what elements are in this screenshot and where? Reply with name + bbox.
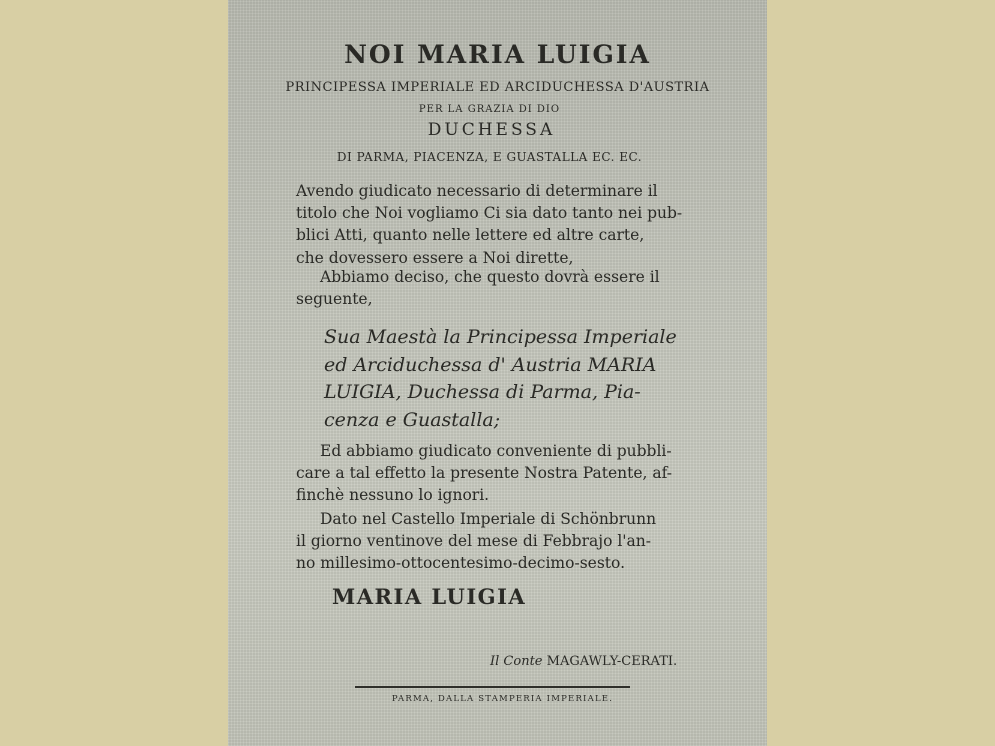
countersign-prefix: Il Conte [490,654,543,669]
title-line-2: PRINCIPESSA IMPERIALE ED ARCIDUCHESSA D'AUSTRIA [285,80,710,95]
title-line-5: DI PARMA, PIACENZA, E GUASTALLA EC. EC. [336,150,643,164]
paragraph-line: care a tal effetto la presente Nostra Patente, af- [296,464,673,483]
paragraph-2 [296,266,736,310]
paragraph-4 [296,508,736,575]
paragraph-line: che dovessero essere a Noi dirette, [296,248,574,267]
paragraph-line: no millesimo-ottocentesimo-decimo-sesto. [296,554,625,573]
title-line-4: DUCHESSA [427,120,556,140]
paragraph-1 [296,180,736,269]
italic-title-block [324,324,754,434]
countersign-name: MAGAWLY-CERATI. [546,654,678,669]
italic-line: LUIGIA, Duchessa di Parma, Pia- [324,381,641,403]
paragraph-3 [296,440,736,507]
printer-imprint: PARMA, DALLA STAMPERIA IMPERIALE. [391,694,614,704]
paragraph-line: titolo che Noi vogliamo Ci sia dato tanto nei pub- [296,204,683,223]
signature: MARIA LUIGIA [332,584,527,609]
paragraph-line: seguente, [296,290,373,309]
paragraph-line: blici Atti, quanto nelle lettere ed altre carte, [296,226,645,245]
countersignature [490,654,677,669]
paragraph-line: finchè nessuno lo ignori. [296,486,490,505]
paragraph-line: Abbiamo deciso, che questo dovrà essere il [320,268,660,286]
italic-line: Sua Maestà la Principessa Imperiale [324,326,677,348]
decree-title: NOI MARIA LUIGIA [344,40,651,69]
paragraph-line: il giorno ventinove del mese di Febbrajo l'an- [296,532,652,551]
italic-line: ed Arciduchessa d' Austria MARIA [324,353,657,376]
italic-line: cenza e Guastalla; [324,408,501,431]
paragraph-line: Ed abbiamo giudicato conveniente di pubbli- [320,442,672,460]
title-line-3: PER LA GRAZIA DI DIO [418,104,561,115]
decree-sheet [228,0,767,746]
paragraph-line: Dato nel Castello Imperiale di Schönbrunn [320,510,657,528]
divider-rule [355,686,630,688]
paragraph-line: Avendo giudicato necessario di determinare il [296,182,658,200]
